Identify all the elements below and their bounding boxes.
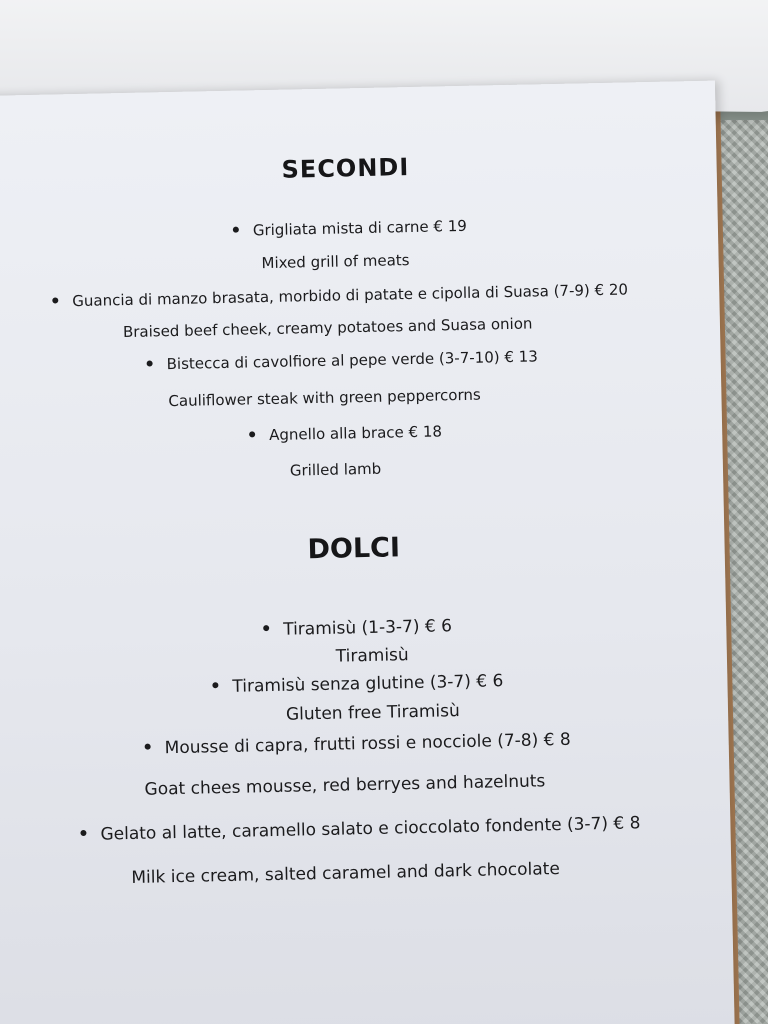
dish-italian: Bistecca di cavolfiore al pepe verde (3-7-10) € 13 [166,347,538,374]
bullet-icon [233,226,239,232]
menu-item-guancia [52,282,628,309]
menu-item-agnello [249,424,442,443]
dish-italian: Gelato al latte, caramello salato e cioccolato fondente (3-7) € 8 [100,813,641,845]
bullet-icon [52,297,58,303]
dish-english-grigliata: Mixed grill of meats [261,251,410,273]
menu-item-grigliata [233,216,467,240]
dish-italian: Tiramisù senza glutine (3-7) € 6 [232,671,504,697]
dish-english-mousse: Goat chees mousse, red berryes and hazelnuts [144,771,546,800]
menu-item-bistecca [147,349,538,372]
bullet-icon [145,744,151,750]
dish-english-agnello: Grilled lamb [289,459,382,480]
dish-italian: Tiramisù (1-3-7) € 6 [283,616,453,640]
dish-italian: Agnello alla brace € 18 [268,422,443,445]
section-title-secondi: SECONDI [281,153,410,184]
dish-english-bistecca: Cauliflower steak with green peppercorns [168,385,481,411]
dish-italian: Guancia di manzo brasata, morbido di patate e cipolla di Suasa (7-9) € 20 [72,280,629,311]
dish-english-gelato: Milk ice cream, salted caramel and dark chocolate [131,859,561,888]
dish-english-tiramisu: Tiramisù [335,645,409,667]
menu-item-tiramisu [263,618,452,639]
dish-italian: Mousse di capra, frutti rossi e nocciole (7-8) € 8 [164,729,571,759]
menu-item-tiramisu-gf [212,673,503,696]
section-title-dolci: DOLCI [307,532,401,566]
menu-page [0,81,735,1024]
dish-english-guancia: Braised beef cheek, creamy potatoes and Suasa onion [122,314,533,342]
dish-italian: Grigliata mista di carne € 19 [252,216,467,240]
menu-item-gelato [80,815,640,844]
menu-item-mousse [145,729,571,759]
bullet-icon [80,830,86,836]
bullet-icon [263,625,269,631]
bullet-icon [249,431,255,437]
dish-english-tiramisu-gf: Gluten free Tiramisù [285,701,461,725]
menu-content [0,81,735,1024]
bullet-icon [212,682,218,688]
bullet-icon [147,360,153,366]
